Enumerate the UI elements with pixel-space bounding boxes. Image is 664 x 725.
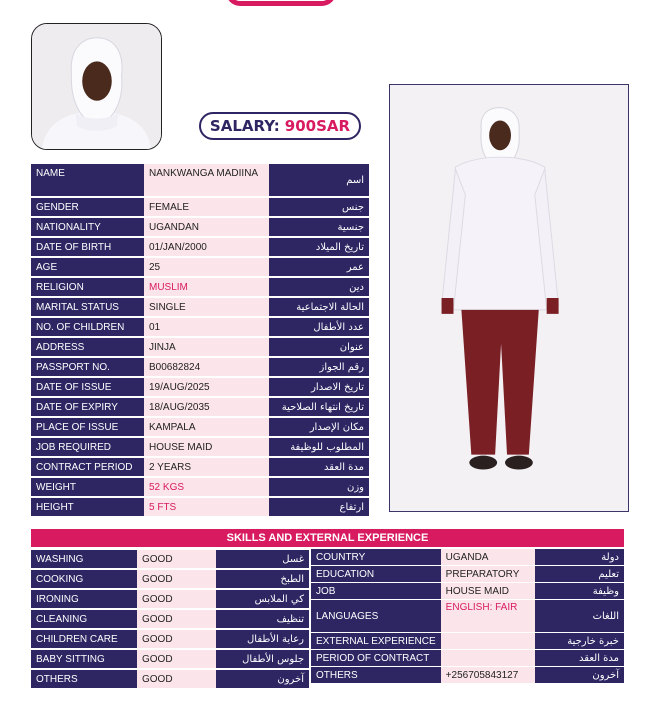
- info-value: FEMALE: [144, 198, 269, 216]
- skill-row: [31, 670, 309, 688]
- experience-label: OTHERS: [311, 667, 441, 683]
- info-label-arabic: دين: [269, 278, 369, 296]
- info-label: GENDER: [31, 198, 144, 216]
- info-label-arabic: اسم: [269, 164, 369, 196]
- skills-section-title: SKILLS AND EXTERNAL EXPERIENCE: [31, 529, 624, 547]
- experience-label-arabic: خبرة خارجية: [535, 633, 624, 649]
- info-row-gender: [31, 198, 369, 216]
- info-label-arabic: تاريخ الميلاد: [269, 238, 369, 256]
- info-value: 01/JAN/2000: [144, 238, 269, 256]
- info-row-children: [31, 318, 369, 336]
- skill-value: GOOD: [137, 650, 216, 668]
- info-row-height: [31, 498, 369, 516]
- experience-row: [311, 600, 624, 632]
- info-row-nationality: [31, 218, 369, 236]
- skill-row: [31, 590, 309, 608]
- info-label-arabic: عنوان: [269, 338, 369, 356]
- skill-label-arabic: آخرون: [216, 670, 309, 688]
- info-label: CONTRACT PERIOD: [31, 458, 144, 476]
- info-value: B00682824: [144, 358, 269, 376]
- experience-value: HOUSE MAID: [441, 583, 536, 599]
- experience-table: [311, 548, 624, 684]
- experience-label-arabic: وظيفة: [535, 583, 624, 599]
- info-value: 18/AUG/2035: [144, 398, 269, 416]
- experience-value: [441, 633, 536, 649]
- info-label-arabic: عمر: [269, 258, 369, 276]
- info-label: ADDRESS: [31, 338, 144, 356]
- salary-value: 900SAR: [284, 117, 351, 135]
- info-row-age: [31, 258, 369, 276]
- info-label: NATIONALITY: [31, 218, 144, 236]
- experience-label: JOB: [311, 583, 441, 599]
- info-label-arabic: ارتفاع: [269, 498, 369, 516]
- info-label: NO. OF CHILDREN: [31, 318, 144, 336]
- skill-label-arabic: الطبخ: [216, 570, 309, 588]
- experience-label-arabic: اللغات: [535, 600, 624, 632]
- skill-label: CHILDREN CARE: [31, 630, 137, 648]
- skill-value: GOOD: [137, 630, 216, 648]
- info-label-arabic: عدد الأطفال: [269, 318, 369, 336]
- experience-label: EXTERNAL EXPERIENCE: [311, 633, 441, 649]
- portrait-photo: [31, 23, 162, 150]
- salary-badge: [199, 112, 361, 140]
- experience-row: [311, 633, 624, 649]
- info-label-arabic: تاريخ الاصدار: [269, 378, 369, 396]
- info-label-arabic: مدة العقد: [269, 458, 369, 476]
- skill-row: [31, 650, 309, 668]
- info-value: SINGLE: [144, 298, 269, 316]
- skill-label: COOKING: [31, 570, 137, 588]
- info-label-arabic: وزن: [269, 478, 369, 496]
- top-decoration: [226, 0, 336, 6]
- experience-label: LANGUAGES: [311, 600, 441, 632]
- experience-label: PERIOD OF CONTRACT: [311, 650, 441, 666]
- skill-label-arabic: جلوس الأطفال: [216, 650, 309, 668]
- info-row-date-of-birth: [31, 238, 369, 256]
- personal-info-table: [31, 162, 369, 518]
- skill-label: IRONING: [31, 590, 137, 608]
- experience-row: [311, 549, 624, 565]
- info-value: 2 YEARS: [144, 458, 269, 476]
- info-row-weight: [31, 478, 369, 496]
- info-row-date-of-issue: [31, 378, 369, 396]
- skill-value: GOOD: [137, 570, 216, 588]
- info-value: NANKWANGA MADIINA: [144, 164, 269, 196]
- experience-value: PREPARATORY: [441, 566, 536, 582]
- skill-label: CLEANING: [31, 610, 137, 628]
- info-label-arabic: مكان الإصدار: [269, 418, 369, 436]
- skill-value: GOOD: [137, 550, 216, 568]
- salary-label: SALARY:: [209, 117, 280, 135]
- info-label: DATE OF EXPIRY: [31, 398, 144, 416]
- skill-label: OTHERS: [31, 670, 137, 688]
- skill-value: GOOD: [137, 590, 216, 608]
- info-label: DATE OF ISSUE: [31, 378, 144, 396]
- info-label-arabic: جنس: [269, 198, 369, 216]
- experience-row: [311, 667, 624, 683]
- info-label: AGE: [31, 258, 144, 276]
- skills-table: [31, 548, 309, 690]
- info-row-passport: [31, 358, 369, 376]
- info-value: 01: [144, 318, 269, 336]
- info-label: PLACE OF ISSUE: [31, 418, 144, 436]
- info-row-name: [31, 164, 369, 196]
- info-row-contract-period: [31, 458, 369, 476]
- info-label: MARITAL STATUS: [31, 298, 144, 316]
- info-value: JINJA: [144, 338, 269, 356]
- info-label: JOB REQUIRED: [31, 438, 144, 456]
- info-row-marital-status: [31, 298, 369, 316]
- full-body-photo: [389, 84, 629, 512]
- experience-row: [311, 583, 624, 599]
- info-value: 19/AUG/2025: [144, 378, 269, 396]
- skill-label-arabic: رعاية الأطفال: [216, 630, 309, 648]
- info-value: 25: [144, 258, 269, 276]
- portrait-illustration: [32, 24, 161, 149]
- info-row-address: [31, 338, 369, 356]
- info-label-arabic: الحالة الاجتماعية: [269, 298, 369, 316]
- experience-label-arabic: آخرون: [535, 667, 624, 683]
- info-value: HOUSE MAID: [144, 438, 269, 456]
- skill-label: BABY SITTING: [31, 650, 137, 668]
- experience-label-arabic: مدة العقد: [535, 650, 624, 666]
- info-row-place-of-issue: [31, 418, 369, 436]
- experience-row: [311, 566, 624, 582]
- info-label-arabic: المطلوب للوظيفة: [269, 438, 369, 456]
- info-value: 5 FTS: [144, 498, 269, 516]
- info-value: 52 KGS: [144, 478, 269, 496]
- skill-label-arabic: كي الملابس: [216, 590, 309, 608]
- skill-value: GOOD: [137, 610, 216, 628]
- info-row-religion: [31, 278, 369, 296]
- skill-row: [31, 630, 309, 648]
- skill-label-arabic: غسل: [216, 550, 309, 568]
- experience-label: EDUCATION: [311, 566, 441, 582]
- info-value: MUSLIM: [144, 278, 269, 296]
- info-value: UGANDAN: [144, 218, 269, 236]
- info-label-arabic: جنسية: [269, 218, 369, 236]
- info-value: KAMPALA: [144, 418, 269, 436]
- info-label: RELIGION: [31, 278, 144, 296]
- info-label: HEIGHT: [31, 498, 144, 516]
- skill-row: [31, 610, 309, 628]
- info-label: DATE OF BIRTH: [31, 238, 144, 256]
- info-label: PASSPORT NO.: [31, 358, 144, 376]
- info-label-arabic: رقم الجواز: [269, 358, 369, 376]
- skill-label-arabic: تنظيف: [216, 610, 309, 628]
- info-label: NAME: [31, 164, 144, 196]
- skill-value: GOOD: [137, 670, 216, 688]
- skill-row: [31, 570, 309, 588]
- experience-label: COUNTRY: [311, 549, 441, 565]
- experience-value: UGANDA: [441, 549, 536, 565]
- experience-label-arabic: تعليم: [535, 566, 624, 582]
- experience-value: ENGLISH: FAIR: [441, 600, 536, 632]
- skill-label: WASHING: [31, 550, 137, 568]
- info-row-job-required: [31, 438, 369, 456]
- info-label: WEIGHT: [31, 478, 144, 496]
- skill-row: [31, 550, 309, 568]
- experience-label-arabic: دولة: [535, 549, 624, 565]
- full-body-illustration: [390, 85, 628, 511]
- info-label-arabic: تاريخ انتهاء الصلاحية: [269, 398, 369, 416]
- experience-row: [311, 650, 624, 666]
- experience-value: [441, 650, 536, 666]
- info-row-date-of-expiry: [31, 398, 369, 416]
- experience-value: +256705843127: [441, 667, 536, 683]
